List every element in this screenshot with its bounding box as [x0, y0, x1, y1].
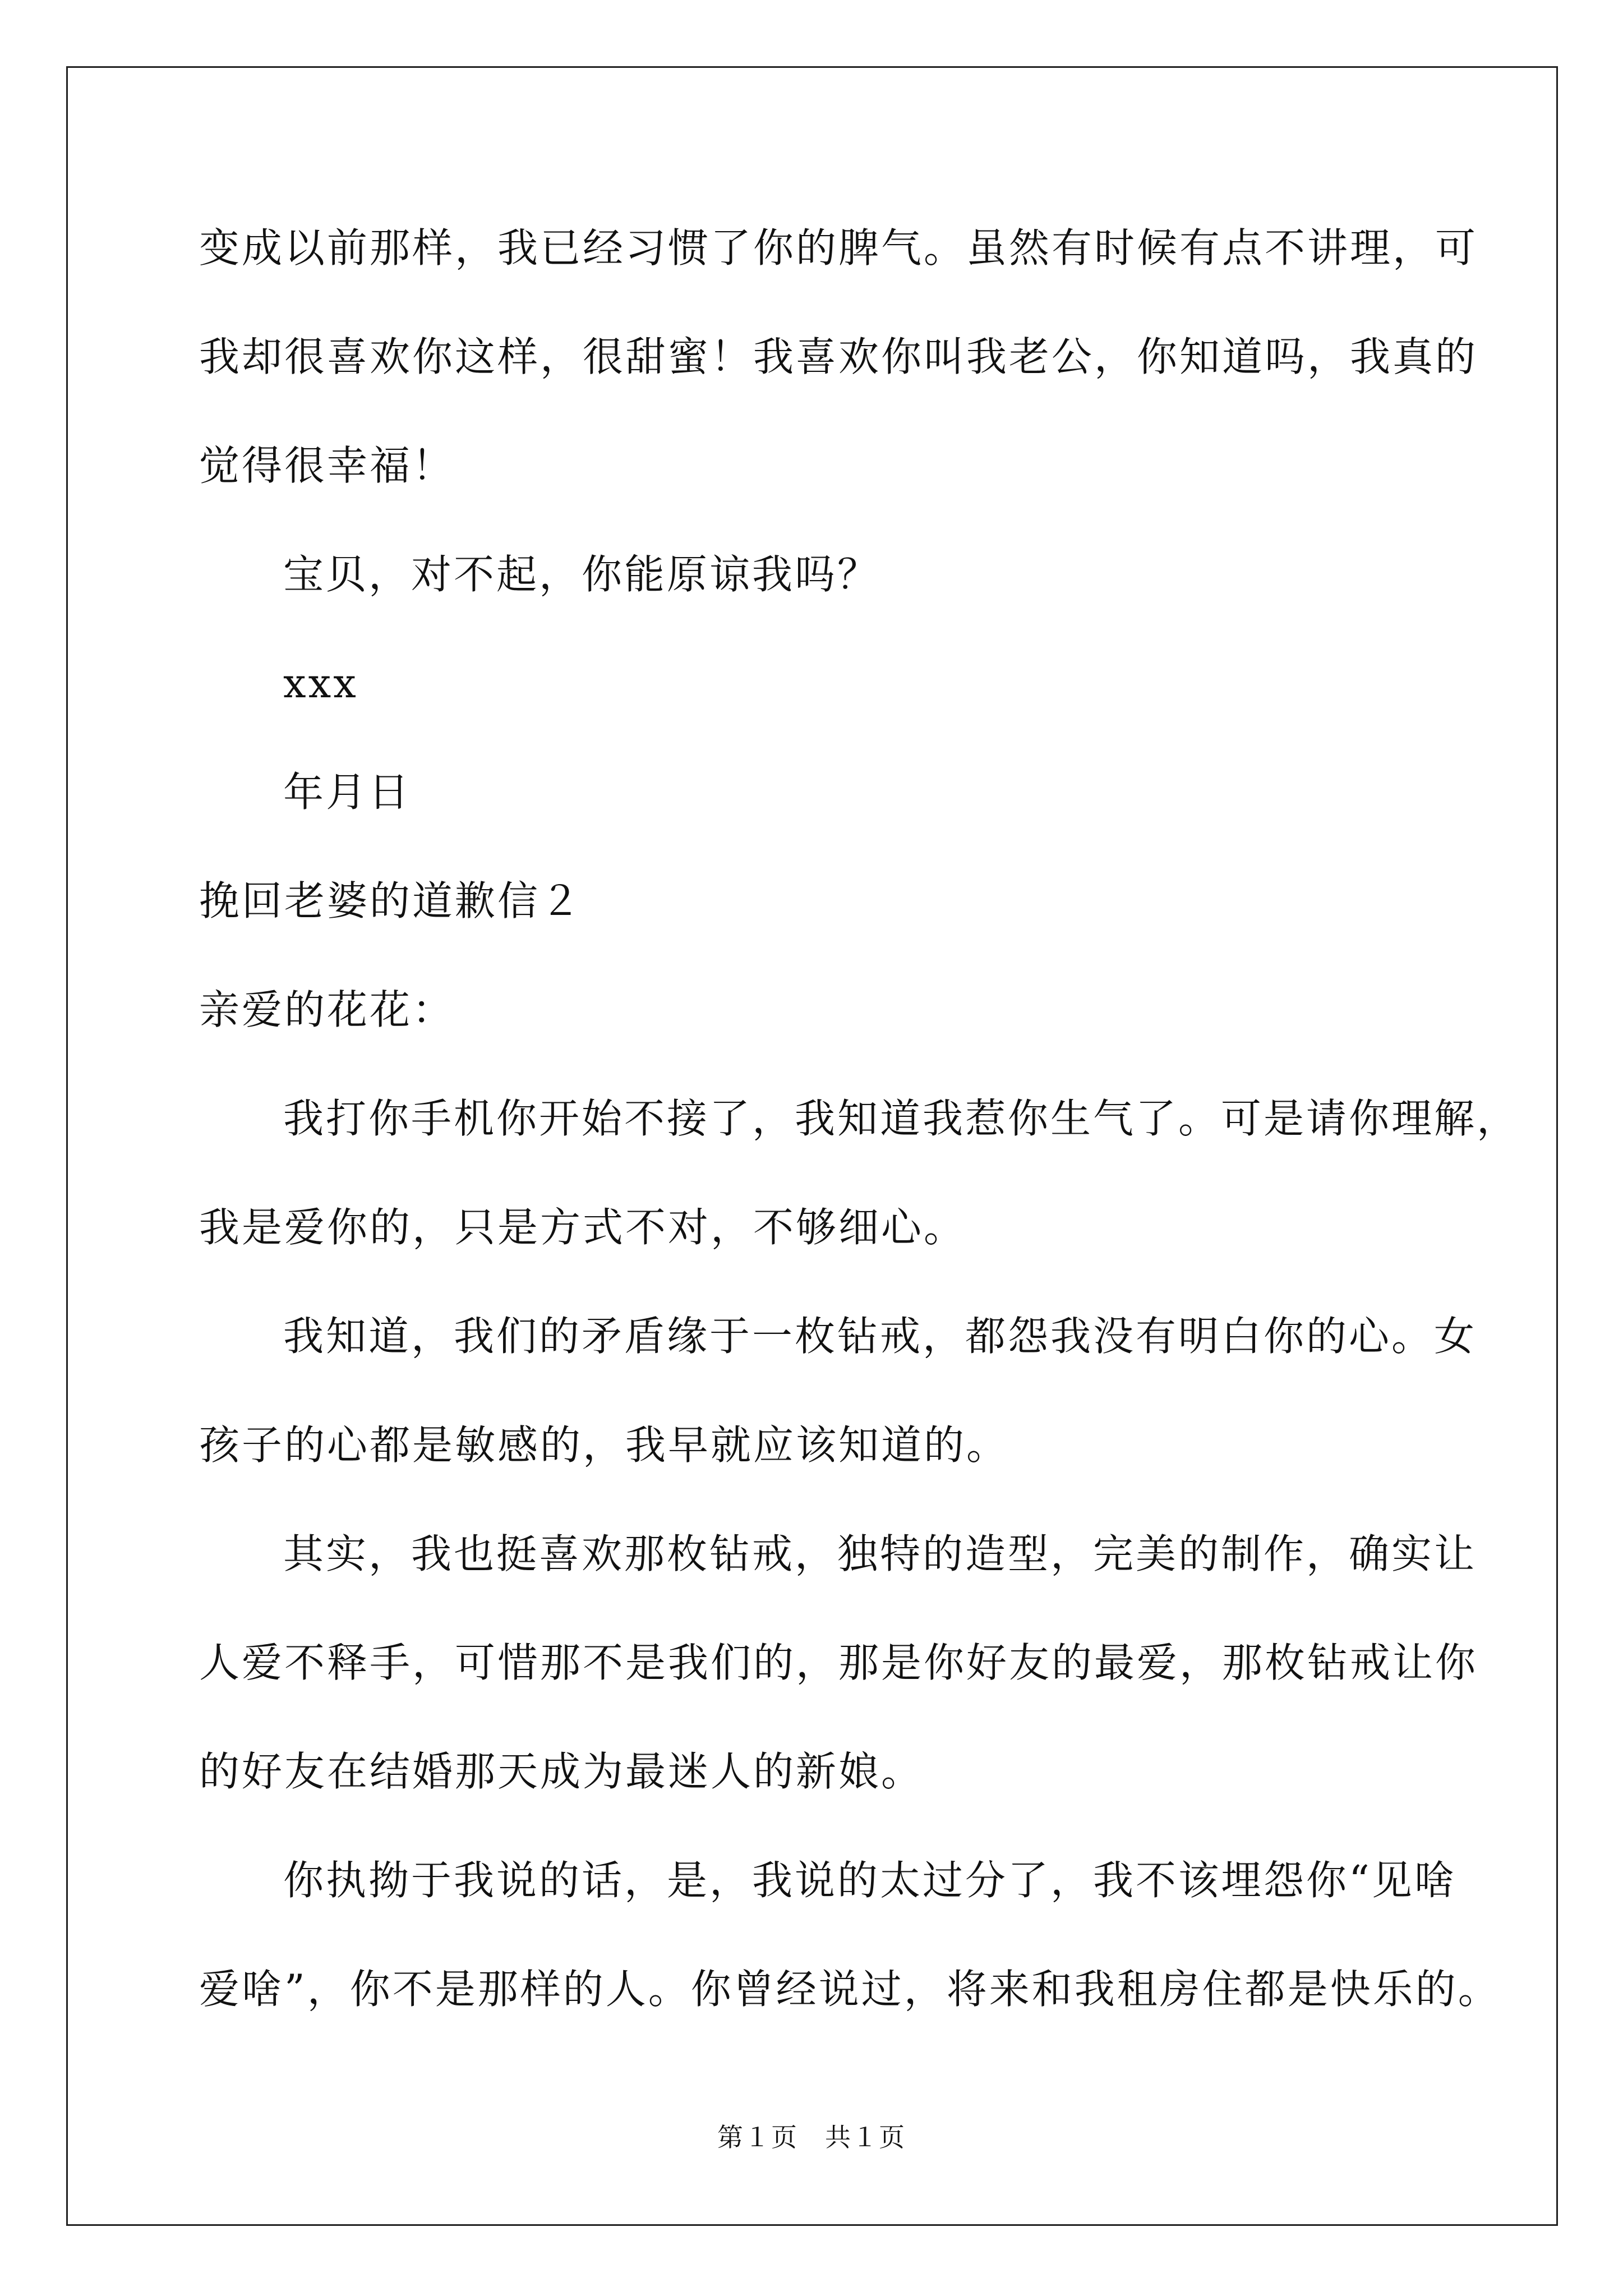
paragraph-line: 宝贝，对不起，你能原谅我吗？	[283, 551, 880, 598]
paragraph-line: 我却很喜欢你这样，很甜蜜！我喜欢你叫我老公，你知道吗，我真的	[199, 333, 1478, 380]
paragraph-line: 你执拗于我说的话，是，我说的太过分了，我不该埋怨你“见啥	[283, 1857, 1457, 1904]
signature-date: 年月日	[283, 769, 412, 816]
paragraph-line: 我打你手机你开始不接了，我知道我惹你生气了。可是请你理解，	[283, 1095, 1520, 1142]
paragraph-line: 变成以前那样，我已经习惯了你的脾气。虽然有时候有点不讲理，可	[199, 224, 1478, 272]
paragraph-line: 我知道，我们的矛盾缘于一枚钻戒，都怨我没有明白你的心。女	[283, 1313, 1477, 1360]
salutation: 亲爱的花花：	[199, 986, 455, 1033]
signature-name: xxx	[283, 660, 358, 707]
paragraph-line: 爱啥”，你不是那样的人。你曾经说过，将来和我租房住都是快乐的。	[199, 1966, 1501, 2013]
paragraph-line: 我是爱你的，只是方式不对，不够细心。	[199, 1204, 967, 1251]
page-number-footer: 第１页 共１页	[717, 2122, 906, 2152]
section-title: 挽回老婆的道歉信２	[199, 877, 583, 924]
paragraph-line: 的好友在结婚那天成为最迷人的新娘。	[199, 1748, 924, 1795]
paragraph-line: 觉得很幸福！	[199, 442, 455, 489]
paragraph-line: 孩子的心都是敏感的，我早就应该知道的。	[199, 1421, 1009, 1469]
paragraph-line: 其实，我也挺喜欢那枚钻戒，独特的造型，完美的制作，确实让	[283, 1530, 1477, 1577]
paragraph-line: 人爱不释手，可惜那不是我们的，那是你好友的最爱，那枚钻戒让你	[199, 1639, 1478, 1686]
